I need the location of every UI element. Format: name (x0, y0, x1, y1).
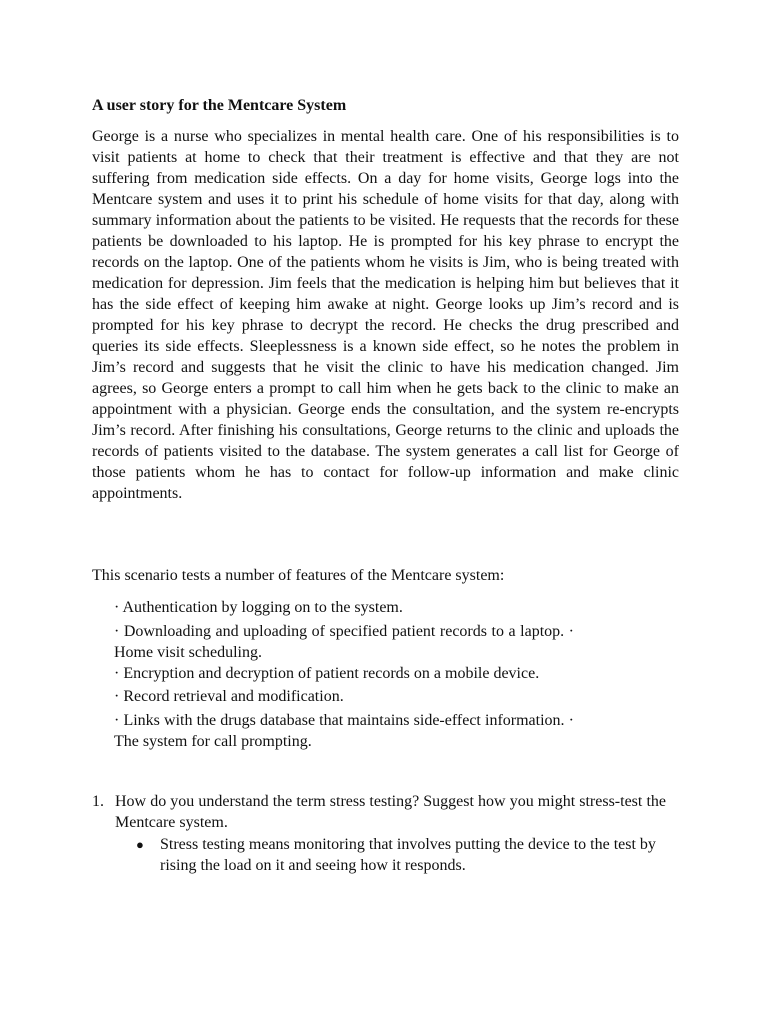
user-story-paragraph: George is a nurse who specializes in mental health care. One of his responsibilities is to visit patients at home to check that their treatment is effective and that they are not suffering from medication side effects. On a day for home visits, George logs into the Mentcare system and uses it to print his schedule of home visits for that day, along with summary information about the patients to be visited. He requests that the records for these patients be downloaded to his laptop. He is prompted for his key phrase to encrypt the records on the laptop. One of the patients whom he visits is Jim, who is being treated with medication for depression. Jim feels that the medication is helping him but believes that it has the side effect of keeping him awake at night. George looks up Jim’s record and is prompted for his key phrase to decrypt the record. He checks the drug prescribed and queries its side effects. Sleeplessness is a known side effect, so he notes the problem in Jim’s record and suggests that he visit the clinic to have his medication changed. Jim agrees, so George enters a prompt to call him when he gets back to the clinic to make an appointment with a physician. George ends the consultation, and the system re-encrypts Jim’s record. After finishing his consultations, George returns to the clinic and uploads the records of patients visited to the database. The system generates a call list for George of those patients whom he has to contact for follow-up information and make clinic appointments. (92, 128, 679, 502)
answer-item (92, 834, 666, 876)
feature-item: · Authentication by logging on to the system. (114, 599, 403, 616)
feature-item: · Encryption and decryption of patient records on a mobile device. (114, 665, 540, 682)
question-text: How do you understand the term stress testing? Suggest how you might stress-test the Mentcare system. (115, 793, 666, 831)
answer-text: Stress testing means monitoring that involves putting the device to the test by rising the load on it and seeing how it responds. (160, 836, 656, 874)
feature-item: · Record retrieval and modification. (114, 688, 344, 705)
question-item (92, 791, 666, 833)
bullet-icon: ● (136, 837, 144, 852)
question-list (92, 791, 666, 876)
question-number: 1. (92, 793, 104, 810)
feature-item: · Downloading and uploading of specified patient records to a laptop. · Home visit scheduling. (114, 623, 574, 661)
feature-item: · Links with the drugs database that maintains side-effect information. · The system for call prompting. (114, 712, 574, 750)
document-title: A user story for the Mentcare System (92, 97, 347, 114)
features-intro: This scenario tests a number of features of the Mentcare system: (92, 567, 505, 584)
